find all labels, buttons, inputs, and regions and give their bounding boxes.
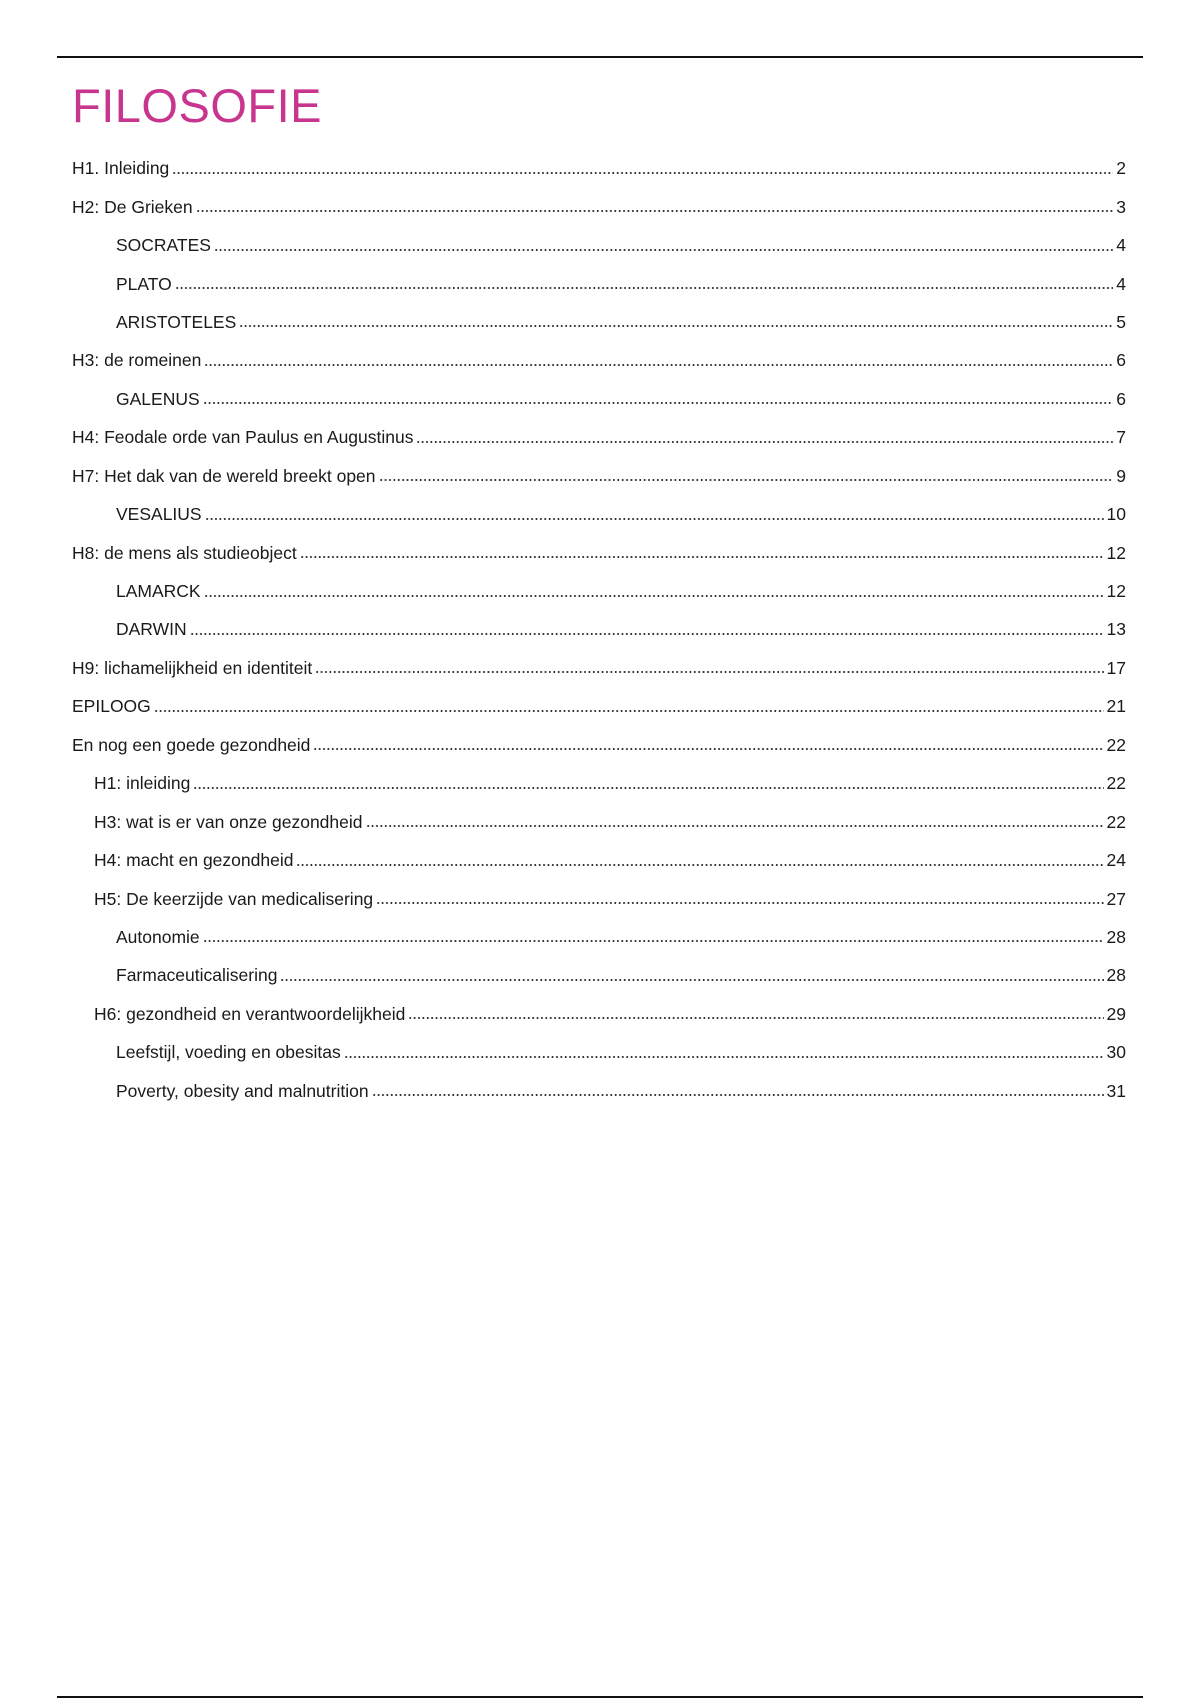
toc-page-number: 2 [1116,158,1126,179]
toc-page-number: 7 [1116,427,1126,448]
top-rule [57,56,1143,58]
toc-entry-label: H6: gezondheid en verantwoordelijkheid [94,1003,406,1024]
toc-dot-leader [175,287,1114,289]
toc-dot-leader [205,518,1104,520]
toc-page-number: 17 [1106,657,1126,678]
toc-entry-label: GALENUS [116,388,200,409]
toc-dot-leader [154,710,1104,712]
toc-dot-leader [203,940,1104,942]
toc-dot-leader [313,748,1103,750]
toc-entry-label: PLATO [116,273,172,294]
toc-entry[interactable] [72,1072,1126,1110]
toc-dot-leader [190,633,1104,635]
toc-page-number: 22 [1106,734,1126,755]
toc-dot-leader [172,172,1113,174]
toc-page-number: 29 [1106,1003,1126,1024]
toc-page-number: 21 [1106,696,1126,717]
toc-entry-label: EPILOOG [72,696,151,717]
toc-page-number: 9 [1116,465,1126,486]
toc-entry-label: H1. Inleiding [72,158,170,179]
toc-dot-leader [315,671,1103,673]
toc-page-number: 28 [1106,926,1126,947]
toc-dot-leader [204,364,1113,366]
toc-entry-label: SOCRATES [116,235,211,256]
toc-dot-leader [379,479,1114,481]
toc-entry[interactable] [72,226,1126,264]
toc-entry-label: H7: Het dak van de wereld breekt open [72,465,376,486]
toc-dot-leader [214,249,1113,251]
toc-page-number: 6 [1116,350,1126,371]
toc-page-number: 12 [1106,581,1126,602]
toc-page-number: 27 [1106,888,1126,909]
toc-dot-leader [203,402,1114,404]
toc-entry-label: H9: lichamelijkheid en identiteit [72,657,313,678]
toc-entry-label: Poverty, obesity and malnutrition [116,1080,369,1101]
toc-page-number: 30 [1106,1042,1126,1063]
toc-entry[interactable] [72,610,1126,648]
toc-entry[interactable] [72,533,1126,571]
toc-entry[interactable] [72,264,1126,302]
toc-entry-label: H1: inleiding [94,773,191,794]
toc-page-number: 6 [1116,388,1126,409]
toc-page-number: 22 [1106,773,1126,794]
toc-entry[interactable] [72,1033,1126,1071]
toc-entry-label: H2: De Grieken [72,196,193,217]
toc-dot-leader [296,864,1103,866]
toc-entry-label: H5: De keerzijde van medicalisering [94,888,374,909]
toc-entry[interactable] [72,149,1126,187]
toc-entry[interactable] [72,380,1126,418]
toc-entry[interactable] [72,726,1126,764]
toc-page-number: 4 [1116,273,1126,294]
toc-dot-leader [196,210,1114,212]
toc-page-number: 24 [1106,850,1126,871]
toc-entry[interactable] [72,649,1126,687]
toc-entry-label: ARISTOTELES [116,311,237,332]
toc-entry[interactable] [72,341,1126,379]
toc-page-number: 28 [1106,965,1126,986]
toc-dot-leader [300,556,1104,558]
toc-entry-label: H3: de romeinen [72,350,202,371]
toc-entry-label: DARWIN [116,619,187,640]
toc-dot-leader [376,902,1103,904]
toc-dot-leader [408,1017,1103,1019]
toc-entry-label: H3: wat is er van onze gezondheid [94,811,363,832]
toc-entry[interactable] [72,995,1126,1033]
toc-page-number: 4 [1116,235,1126,256]
toc-entry[interactable] [72,879,1126,917]
toc-dot-leader [416,441,1113,443]
toc-entry[interactable] [72,303,1126,341]
toc-page-number: 13 [1106,619,1126,640]
toc-entry-label: H4: macht en gezondheid [94,850,294,871]
toc-entry[interactable] [72,418,1126,456]
toc-entry-label: H8: de mens als studieobject [72,542,297,563]
toc-dot-leader [372,1094,1104,1096]
toc-entry-label: Farmaceuticalisering [116,965,278,986]
toc-entry[interactable] [72,802,1126,840]
toc-entry[interactable] [72,572,1126,610]
table-of-contents [72,149,1126,1110]
toc-entry[interactable] [72,457,1126,495]
toc-page-number: 3 [1116,196,1126,217]
toc-page-number: 22 [1106,811,1126,832]
bottom-rule [57,1696,1143,1698]
toc-page-number: 31 [1106,1080,1126,1101]
toc-page-number: 12 [1106,542,1126,563]
toc-entry[interactable] [72,495,1126,533]
toc-page-number: 10 [1106,504,1126,525]
toc-entry[interactable] [72,918,1126,956]
document-title: FILOSOFIE [72,79,322,132]
toc-dot-leader [280,979,1103,981]
toc-dot-leader [204,595,1104,597]
toc-entry-label: LAMARCK [116,581,201,602]
toc-entry-label: H4: Feodale orde van Paulus en Augustinus [72,427,414,448]
toc-entry[interactable] [72,687,1126,725]
toc-entry[interactable] [72,187,1126,225]
toc-page-number: 5 [1116,311,1126,332]
toc-entry[interactable] [72,956,1126,994]
toc-entry[interactable] [72,841,1126,879]
toc-entry-label: Autonomie [116,926,200,947]
toc-entry-label: VESALIUS [116,504,202,525]
toc-dot-leader [366,825,1104,827]
toc-dot-leader [239,325,1113,327]
toc-entry-label: Leefstijl, voeding en obesitas [116,1042,341,1063]
toc-dot-leader [193,787,1103,789]
toc-entry-label: En nog een goede gezondheid [72,734,311,755]
toc-entry[interactable] [72,764,1126,802]
toc-dot-leader [344,1056,1104,1058]
